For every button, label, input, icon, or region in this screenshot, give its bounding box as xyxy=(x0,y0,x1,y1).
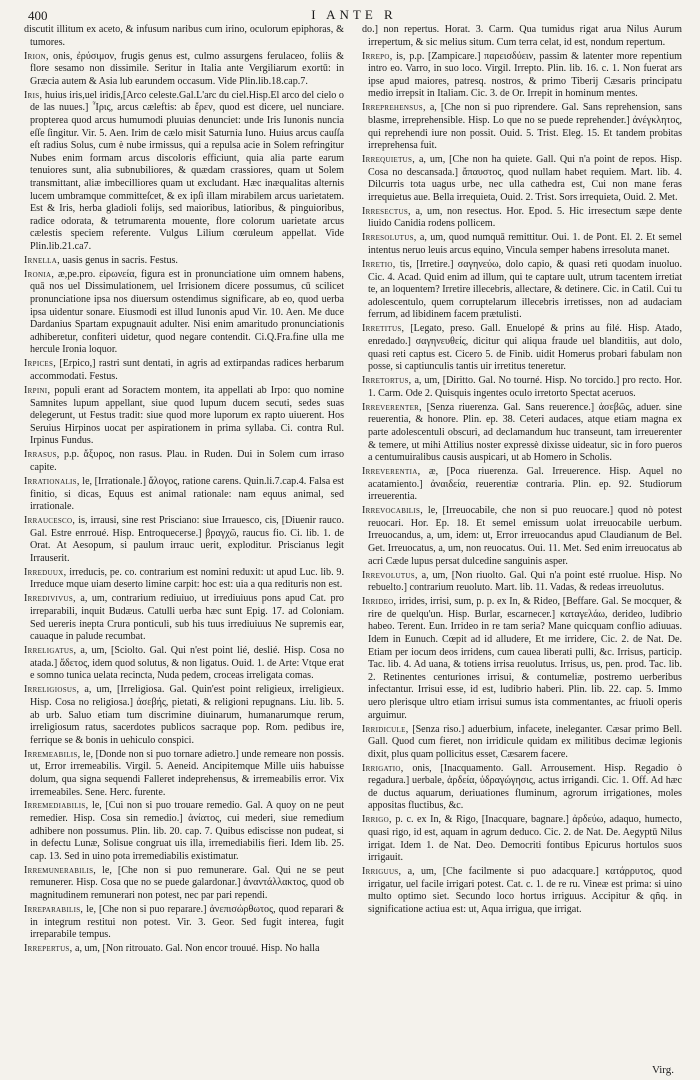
dictionary-entry xyxy=(24,593,344,643)
entry-headword: Irnella, xyxy=(24,254,60,266)
entry-text: æ, [Poca riuerenza. Gal. Irreuerence. Hisp. Aquel no acatamiento.] ἀναιδεία, reuerentiæ contraria. Plin. ep. 92. Studiorum irreuerentia. xyxy=(368,466,682,503)
entry-text: irreducis, pe. co. contrarium est nomini reduxit: ut apud Luc. lib. 9. Irreduce mque uiam deserto limine carpit: hoc est: uia a qua redituris non est. xyxy=(30,566,344,591)
entry-headword: Irretortus, xyxy=(362,375,412,387)
dictionary-entry xyxy=(24,358,344,383)
entry-headword: Irpini, xyxy=(24,384,51,396)
running-head: I ANTE R xyxy=(311,7,397,22)
entry-headword: Irreverentia, xyxy=(362,466,421,478)
entry-headword: Irresolutus, xyxy=(362,232,417,244)
catchword: Virg. xyxy=(651,1064,674,1076)
right-column xyxy=(362,24,682,918)
entry-text: a, um, [Che facilmente si puo adacquare.] κατάρρυτος, quod irrigatur, uel facile irrigari potest. Cat. c. 1. de re ru. Vineæ est prima: si uino multo optimo siet. Secundo loco hortus irriguus. Accipitur & qñq. in significatione actiua est: ut, Aqua irrigua, que irrigat. xyxy=(368,866,683,916)
entry-headword: Irremunerabilis, xyxy=(24,864,97,876)
dictionary-entry xyxy=(24,943,344,956)
dictionary-entry xyxy=(24,515,344,565)
dictionary-entry xyxy=(362,206,682,231)
dictionary-entry xyxy=(24,449,344,474)
page-header xyxy=(28,6,680,24)
dictionary-entry xyxy=(362,866,682,916)
entry-text: is, irrausi, sine rest Prisciano: siue Irrauesco, cis, [Diuenir rauco. Gal. Estre enrroué. Hisp. Entroquecerse.] βραγχῶ, raucus fio. Ci. lib. 1. de Orat. At Aesopum, si paulum irrauc uerit, exploditur. Priscianus legit Irrauserit. xyxy=(30,515,344,564)
entry-headword: Irremediabilis, xyxy=(24,800,89,812)
entry-text: [Legato, preso. Gall. Enuelopé & prins au filé. Hisp. Atado, enredado.] σαγηνευθείς, dicitur qui aliqua fraude uel blanditiis, aut dolo, quasi reti captus est. Cicero 5. de Finib. uidit Homerus probari fabulam non posse, si captiunculis tantis uir irretitus teneretur. xyxy=(368,323,682,373)
entry-text: a, um, [Sciolto. Gal. Qui n'est point lié, deslié. Hisp. Cosa no atada.] ἄδετος, idem quod solutus, & non ligatus. Ouid. 1. de Arte: Vtque erat e somno tunica uelata recincta, Nuda pedem, croceas irreligata comas. xyxy=(30,645,344,682)
entry-text: huius iris,uel iridis,[Arco celeste.Gal.L'arc du ciel.Hisp.El arco del cielo o de las nuues.] Ἶρις, arcus cæleftis: ab ἔρεν, quod est dicere, uel nunciare. propterea quod arcus humumodi pluuias denunciet: unde Iris Iunonis nuncia eſſe ſingitur. Vir. 5. Aen. Irim de cælo misit Saturnia Iuno. Huius arcus cauſſa eſt radius Solus, cum è nube irmissus, qui a repulsa acie in Solem refringitur Nubes enim formam arcus discoloris efficiunt, quia alia parte earum tenuiores sunt, alia subnubiliores, & quædam crassiores, quam ut Solem transmittant, aliæ imbecilliores quam ut excludant. Hæc inæqualitas alternis lucem umbramque committeſcet, & ex ipſi illam mirabilem arcus uarietatem. Est & Iris, herba gladioli folijs, sed maioribus, latioribus, & pinguioribus, radice odorata, & tetrumarenta mouente, flore colorum uarietate arcus cælestis speciem referente. Vulgus Lilium cœruleum appellat. Vide Plin.lib.21.ca7. xyxy=(30,89,344,252)
dictionary-entry xyxy=(362,51,682,101)
entry-text: le, [Irreuocabile, che non si puo reuocare.] quod nò potest reuocari. Hor. Ep. 18. Et semel emissum uolat irreuocabile uerbum. Irreuocandus, a, um, idem: ut, Error irreuocandus apud Claudianum de Bel. Get. Irreuocatus, a, um, non reuocatus. Oui. 11. Met. Sed enim irreuocatus ab acri Cæde lupus persat dulcedine sanguinis asper. xyxy=(368,505,682,567)
entry-headword: Irriguus, xyxy=(362,866,402,878)
entry-text: a, [Che non si puo riprendere. Gal. Sans reprehension, sans blasme, irreprehensible. Hisp. Lo que no se puede reprehender.] ἀνέγκλητος, qui reprehendi iure non possit. Ouid. 5. Trist. Eleg. 15. Et tandem probitas irreprehensa fuit. xyxy=(368,102,682,152)
entry-headword: Irion, xyxy=(24,50,49,62)
entry-headword: Irremeabilis, xyxy=(24,748,81,760)
entry-text: le, [Irrationale.] ἄλογος, ratione carens. Quin.li.7.cap.4. Falsa est finitio, si dicas, Equus est animal rationale: nam equus animal, sed irrationale. xyxy=(30,475,344,513)
entry-text: le, [Donde non si puo tornare adietro.] unde remeare non possis. ut, Error irremeabilis. Virgil. 5. Aeneid. Ancipitemque Mille uiis habuisse dolum, qua signa sequendi Falleret indeprehensus, & irremeabilis error. Vix irremeabiles. Sene. Herc. furente. xyxy=(30,748,344,798)
entry-headword: Irreprehensus, xyxy=(362,102,426,114)
entry-text: le, [Che non si puo remunerare. Gal. Qui ne se peut remunerer. Hisp. Cosa que no se puede galardonar.] ἀναντάλλακτος, quod ob magnitudinem remunerari non potest, nec par pari rependi. xyxy=(30,864,344,902)
dictionary-entry xyxy=(24,51,344,89)
entry-headword: Irretio, xyxy=(362,259,396,271)
dictionary-entry xyxy=(362,814,682,864)
entry-text: discutit illitum ex aceto, & infusum naribus cum irino, oculorum epiphoras, & tumores. xyxy=(24,24,344,48)
dictionary-entry xyxy=(24,865,344,903)
entry-headword: Irreduux, xyxy=(24,566,67,578)
entry-text: [Senza riso.] aduerbium, infacete, ineleganter. Cæsar primo Bell. Gall. Quod cum fieret, non irridicule quidam ex militibus decimæ legionis dixit, plus quam pollicitus esset, Cæsarem facere. xyxy=(368,723,682,760)
dictionary-entry xyxy=(362,24,682,49)
entry-text: a, um, quod numquā remittitur. Oui. 1. de Pont. El. 2. Et semel intentus neruo leuis arcus equino, Vincula semper habens irresoluta manet. xyxy=(368,232,682,257)
dictionary-entry xyxy=(362,763,682,813)
dictionary-entry xyxy=(24,645,344,683)
dictionary-entry xyxy=(24,385,344,448)
entry-headword: Irreverenter, xyxy=(362,401,422,413)
entry-text: [Erpico,] rastri sunt dentati, in agris ad extirpandas radices herbarum accommodati. Festus. xyxy=(30,358,344,382)
entry-headword: Irpices, xyxy=(24,358,57,370)
entry-text: p. c. ex In, & Rigo, [Inacquare, bagnare.] ἀρδεύω, adaquo, humecto, quasi rigo, id est, aquam in agrum deduco. Cic. 2. de Nat. De. Aegyptū Nilus irrigat. Idem 1. de Nat. Deo. Democriti fontibus Epicurus hortulos suos irrigauit. xyxy=(368,814,683,864)
entry-text: onis, [Inacquamento. Gall. Arrousement. Hisp. Regadio ò regadura.] uerbale, ἀρδεία, ὑδραγώγησις, actus irrigandi. Cic. 1. Off. Ad hæc de ductus aquarum, deriuationes fluminum, agrorum irrigationes, moles appositas fluctibus, &c. xyxy=(368,762,682,812)
entry-text: onis, ἐρύσιμον, frugis genus est, culmo assurgens ferulaceo, foliis & flore sesamo non dissimile. Seritur in Italia ante Vergiliarum exortū: in Græcia autem & Asia lub earundem occasum. Vide Plin.lib.18.cap.7. xyxy=(30,50,344,87)
page-number: 400 xyxy=(28,8,48,23)
entry-headword: Irrequietus, xyxy=(362,154,416,166)
dictionary-entry xyxy=(362,505,682,568)
entry-text: le, [Che non si puo reparare.] ἀνεπισώρθωτος, quod reparari & in integrum restitui non potest. Vir. 3. Geor. Sed fugit interea, fugit irreparabile tempus. xyxy=(30,904,344,941)
entry-headword: Irrepertus, xyxy=(24,943,73,955)
entry-text: a, um, [Diritto. Gal. No tourné. Hisp. No torcido.] pro recto. Hor. 1. Carm. Ode 2. Quisquis ingentes oculo irretorto Spectat aceruos. xyxy=(368,375,682,399)
entry-text: a, um, [Non ritrouato. Gal. Non encor trouué. Hisp. No halla xyxy=(74,943,320,955)
entry-headword: Irreligatus, xyxy=(24,645,77,657)
entry-headword: Iris, xyxy=(24,89,43,101)
entry-text: æ,pe.pro. εἰρωνεία, figura est in pronunciatione uim omnem habens, quā nos uel Dissimulationem, uel Irrisionem dicere possumus, cū scilicet pronunciatione ipsa nos diuersum ostendimus significare, ab eo, quod uerba ipsa uidentur sonare. Eiusmodi est illud Iunonis apud Vir. 10. Aen. Me duce Dardanius Spartam expugnauit adulter. Nisi enim amaritudo pronunciationis adhiberetur, confiteri uidetur, quod negare contendit. Ci.Q.Fra.fine ulla me hercule Ironia loquor. xyxy=(30,268,344,356)
entry-text: populi erant ad Soractem montem, ita appellati ab Irpo: quo nomine Samnites lupum appellant, siue quod lupum ducem secuti, sedes suas delegerunt, ut Festus tradit: siue quod more luporum ex rapto uiuerent. Hos Seruius Hirpinos uocat per aspirationem in prima syllaba. Ci. contra Rul. Irpinus Fundus. xyxy=(30,384,344,447)
dictionary-entry xyxy=(24,255,344,268)
entry-headword: Irredivivus, xyxy=(24,593,76,605)
entry-text: do.] non repertus. Horat. 3. Carm. Qua tumidus rigat arua Nilus Aurum irrepertum, & sic melius situm. Cum terra celat, id est, nondum repertum. xyxy=(362,24,682,48)
entry-headword: Irrigo, xyxy=(362,814,392,826)
entry-headword: Irrationalis, xyxy=(24,475,80,487)
entry-text: a, um, [Non riuolto. Gal. Qui n'a point esté rruolue. Hisp. No rebuelto.] contrarium reuoluto. Mart. lib. 11. Vadas, & redeas irreuolutus. xyxy=(368,569,682,594)
entry-headword: Irrasus, xyxy=(24,449,60,461)
dictionary-entry xyxy=(24,749,344,799)
entry-text: p.p. ἄξυρος, non rasus. Plau. in Ruden. Dui in Solem cum irraso capite. xyxy=(30,449,344,473)
dictionary-entry xyxy=(362,232,682,257)
dictionary-entry xyxy=(362,102,682,152)
dictionary-entry xyxy=(24,476,344,514)
dictionary-entry xyxy=(24,24,344,49)
entry-text: irrides, irrisi, sum, p. p. ex In, & Rideo, [Beffare. Gal. Se mocquer, & rire de quelqu'un. Hisp. Burlar, escarnecer.] καταγελάω, derideo, ludibrio habeo. Terent. Eun. Irrideo in re tam seria? Mane quicquam conflio adiuuas. Idem in Eunuch. Cœpit ad id alludere, Et me irridere, Cic. 2. de Nat. De. Etiam per iocum deos irridens, cum cauea liberati pulli, &c. Irrisus, particip. Tac. lib. 4. Ad uana, & totiens irrisa reuolutus. Irrisus, us, pen. prod. Tac. lib. 2. Retinentes centuriones irrisui, & contumeliæ, postremo uerberibus infectantur. Irrisui esse, id est, ludibrio haberi. Plin. lib. 22. cap. 5. Immo uero plerisque ultro etiam irrisui sumus ista commentantes, ac friuoli operis arguimur. xyxy=(368,596,682,721)
entry-headword: Irraucesco, xyxy=(24,515,76,527)
dictionary-entry xyxy=(362,724,682,762)
entry-text: uasis genus in sacris. Festus. xyxy=(62,254,178,266)
dictionary-entry xyxy=(24,90,344,254)
entry-text: a, um, [Irreligiosa. Gal. Quin'est point religieux, irreligieux. Hisp. Cosa no religiosa.] ἀσεβής, pietati, & religioni repugnans. Liu. lib. 5. ab urb. Saluo etiam tum discrimine diuinarum, humanarumque rerum, irreligiosum ratus, sacerdotes publicos sacraque pop. Rom. pedibus ire, ferrique se & bonis in uehiculo conspici. xyxy=(30,684,344,746)
entry-headword: Irreligiosus, xyxy=(24,684,80,696)
entry-text: [Senza riuerenza. Gal. Sans reuerence.] ἀσεβῶς, aduer. sine reuerentia, & honore. Plin. ep. 38. Ceteri audaces, atque etiam magna ex parte adolescentuli obscuri, ad declamandum huc transeunt, tam irreuerenter & temere, ut mihi Attilius noster expressè dixisse uideatur, sic in foro pueros a centumuiralibus causis auspicari, ut ab Homero in Scholis. xyxy=(368,401,682,464)
entry-headword: Irretitus, xyxy=(362,323,405,335)
entry-headword: Irrevolutus, xyxy=(362,569,418,581)
entry-text: a, um, contrarium rediuiuo, ut irrediuiuus pons apud Cat. pro irreparabili, inquit Budæus. Catulli uerba hæc sunt Epig. 17. ad Coloniam. Sed uereris inepta Crura ponticuli, sub his tuus irrediuiuus Ne supremis ear, cauaque in palude recumbat. xyxy=(30,593,344,643)
dictionary-entry xyxy=(24,269,344,357)
dictionary-entry xyxy=(24,800,344,863)
dictionary-entry xyxy=(362,154,682,204)
dictionary-entry xyxy=(24,904,344,942)
left-column xyxy=(24,24,344,957)
dictionary-entry xyxy=(362,596,682,722)
entry-headword: Irrigatio, xyxy=(362,762,404,774)
entry-headword: Irrevocabilis, xyxy=(362,505,424,517)
dictionary-entry xyxy=(362,402,682,465)
entry-text: a, um, non resectus. Hor. Epod. 5. Hic irresectum sæpe dente liuido Canidia rodens pollicem. xyxy=(368,205,682,230)
dictionary-entry xyxy=(362,466,682,504)
entry-headword: Irresectus, xyxy=(362,205,411,217)
dictionary-entry xyxy=(24,567,344,592)
dictionary-entry xyxy=(24,684,344,747)
entry-headword: Irrepo, xyxy=(362,50,393,62)
entry-headword: Ironia, xyxy=(24,268,55,280)
entry-headword: Irreparabilis, xyxy=(24,904,84,916)
entry-headword: Irrideo, xyxy=(362,596,397,608)
entry-text: a, um, [Che non ha quiete. Gall. Qui n'a point de repos. Hisp. Cosa no descansada.] ἄπαυστος, quod nullam habet requiem. Mart. lib. 4. Dilcurris tota uagus urbe, nec ulla cathedra est, Cui non mane feras irrequietus aue. Bella irrequieta, Ouid. 2. Trist. Sors irrequieta, Ouid. 2. Met. xyxy=(368,154,683,203)
dictionary-entry xyxy=(362,570,682,595)
dictionary-entry xyxy=(362,375,682,400)
dictionary-entry xyxy=(362,323,682,373)
entry-text: is, p.p. [Zampicare.] παρεισδύειν, passim & latenter more repentium intro eo. Varro, in suo loco. Virgil. Irrepto. Plin. lib. 16. c. 1. Non fuerat ars ipse apud maiores, patresq. nostros, & primo Tiberij Cæsaris principatu medio irrepsit in Italiam. Cic. 3. de Or. Irrepit in hominum mentes. xyxy=(368,50,683,100)
dictionary-entry xyxy=(362,259,682,322)
entry-text: tis, [Irretire.] σαγηνεύω, dolo capio, & quasi reti quodam inuoluo. Cic. 4. Acad. Quid enim ad illum, qui te captare uult, utrum tacentem irretiat te, an loquentem? Irretire illecebris, allectare, & detinere. Cic. in Catil. Cui tu adolescentulo, quem corruptelarum illecebris irretisses, non ad audaciam ferrum, ad libidinem facem prætulisti. xyxy=(368,259,682,321)
entry-text: le, [Cui non si puo trouare remedio. Gal. A quoy on ne peut remedier. Hisp. Cosa sin remedio.] ἀνίατος, cui mederi, siue remedium adhibere non possumus. Plin. lib. 20. cap. 7. Quibus ediscisse non pudeat, si in defectu Lunæ, Solisue congruat uis illa, irremediabilis fieri. Idem lib. 25. cap. 13. Sed in uino pota irremediabilis existimatur. xyxy=(30,800,345,862)
entry-headword: Irridicule, xyxy=(362,723,409,735)
